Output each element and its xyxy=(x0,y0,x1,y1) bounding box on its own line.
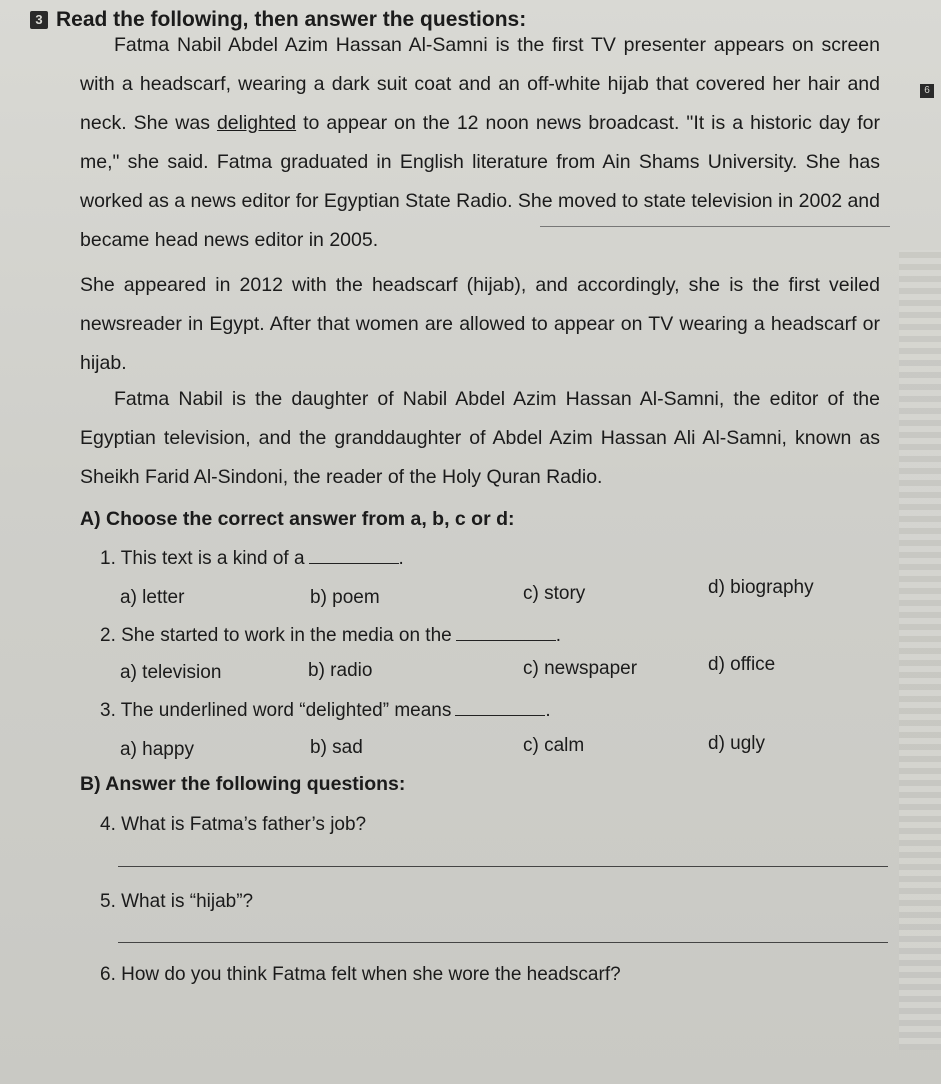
option-2b[interactable]: b) radio xyxy=(308,660,373,681)
passage-paragraph-1 xyxy=(80,26,880,260)
question-text: 3. The underlined word “delighted” means xyxy=(100,700,452,721)
answer-blank[interactable] xyxy=(456,624,556,641)
option-1a[interactable]: a) letter xyxy=(120,587,185,608)
section-a-title: A) Choose the correct answer from a, b, c or d: xyxy=(80,508,515,530)
option-1c[interactable]: c) story xyxy=(523,583,586,604)
question-end: . xyxy=(398,548,404,569)
passage-text: to appear on the 12 noon news broadcast. "It is a historic day for me," she said. Fatma graduated in English literature from Ain Shams University. She has worked as a news editor for Egyptian State Radio. She moved to state television in 2002 and became head news editor in 2005. xyxy=(80,112,881,251)
question-end: . xyxy=(545,700,551,721)
question-4: 4. What is Fatma’s father’s job? xyxy=(100,814,367,835)
option-1d[interactable]: d) biography xyxy=(708,577,814,598)
question-5: 5. What is “hijab”? xyxy=(100,891,254,912)
exercise-number: 3 xyxy=(30,11,48,29)
option-1b[interactable]: b) poem xyxy=(310,587,380,608)
underlined-word: delighted xyxy=(216,112,297,134)
margin-number-badge: 6 xyxy=(920,84,934,98)
option-3d[interactable]: d) ugly xyxy=(708,733,766,754)
page-edge-shadow xyxy=(899,250,941,1050)
divider-line xyxy=(540,226,890,227)
question-6: 6. How do you think Fatma felt when she wore the headscarf? xyxy=(100,964,621,985)
question-text: 1. This text is a kind of a xyxy=(100,548,305,569)
question-2 xyxy=(100,624,561,647)
option-2c[interactable]: c) newspaper xyxy=(523,658,638,679)
option-2d[interactable]: d) office xyxy=(708,654,776,675)
exercise-title: Read the following, then answer the questions: xyxy=(56,8,527,31)
option-2a[interactable]: a) television xyxy=(120,662,222,683)
question-end: . xyxy=(555,625,561,646)
section-b-title: B) Answer the following questions: xyxy=(80,773,406,795)
option-3c[interactable]: c) calm xyxy=(523,735,585,756)
passage-paragraph-3: Fatma Nabil is the daughter of Nabil Abdel Azim Hassan Al-Samni, the editor of the Egyptian television, and the granddaughter of Abdel Azim Hassan Ali Al-Samni, known as Sheikh Farid Al-Sindoni, the reader of the Holy Quran Radio. xyxy=(80,388,880,488)
answer-line-5[interactable] xyxy=(118,942,888,943)
option-3b[interactable]: b) sad xyxy=(310,737,363,758)
passage-text: Fatma Nabil Abdel Azim Hassan Al-Samni is the first TV presenter appears on screen with a headscarf, wearing a dark suit coat and an off-white hijab that covered her hair and neck. She was xyxy=(80,34,880,134)
answer-blank[interactable] xyxy=(455,699,545,716)
answer-blank[interactable] xyxy=(309,547,399,564)
question-3 xyxy=(100,699,551,722)
question-text: 2. She started to work in the media on the xyxy=(100,625,452,646)
option-3a[interactable]: a) happy xyxy=(120,739,194,760)
passage-paragraph-2: She appeared in 2012 with the headscarf (hijab), and accordingly, she is the first veiled newsreader in Egypt. After that women are allowed to appear on TV wearing a headscarf or hijab. xyxy=(80,274,880,374)
question-1 xyxy=(100,547,404,570)
answer-line-4[interactable] xyxy=(118,866,888,867)
